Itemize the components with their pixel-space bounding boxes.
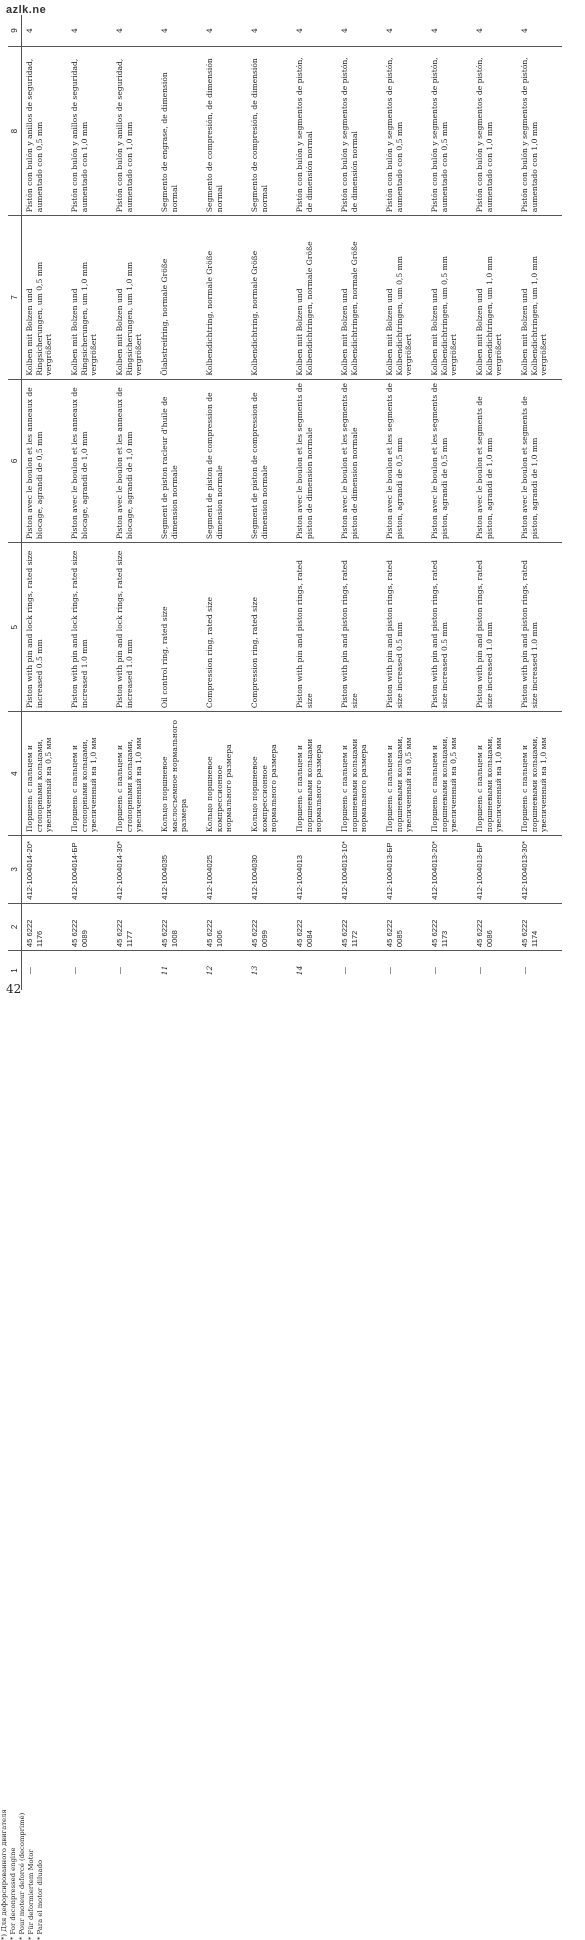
cell-es: Segmento de engrase, de dimensión normal xyxy=(157,47,202,216)
cell-fr: Segment de piston de compression de dimension normale xyxy=(202,379,247,542)
cell-en: Piston with pin and lock rings, rated size increased 0.5 mm xyxy=(22,543,68,712)
cell-de: Kolben mit Bolzen und Ringsicherungen, um 1,0 mm vergrößert xyxy=(112,216,157,379)
cell-fr: Piston avec le boulon et les anneaux de blocage, agrandi de 0,5 mm xyxy=(22,379,68,542)
cell-es: Pistón con bulón y segmentos de pistón, de dimensión normal xyxy=(292,47,337,216)
cell-en: Piston with pin and piston rings, rated size increased 1.0 mm xyxy=(472,543,517,712)
cell-part: 412-1004013 xyxy=(292,836,337,904)
footnote: * Pour moteur deforcé (decomprimé) xyxy=(18,1812,26,1940)
table-row xyxy=(202,15,247,990)
table-row xyxy=(112,15,157,990)
cell-en: Oil control ring, rated size xyxy=(157,543,202,712)
table-row xyxy=(382,15,427,990)
table-row xyxy=(247,15,292,990)
cell-part: 412-1004025 xyxy=(202,836,247,904)
cell-es: Pistón con bulón y segmentos de pistón, aumentado con 1,0 mm xyxy=(472,47,517,216)
cell-code: 45 6222 1176 xyxy=(22,903,68,950)
cell-es: Pistón con bulón y segmentos de pistón, aumentado con 0,5 mm xyxy=(427,47,472,216)
cell-ru: Поршень с пальцем и поршневыми кольцами, увеличенный на 0,5 мм xyxy=(382,712,427,836)
cell-ru: Кольцо поршневое компрессионное нормального размера xyxy=(202,712,247,836)
cell-ru: Поршень с пальцем и поршневыми кольцами, увеличенный на 0,5 мм xyxy=(427,712,472,836)
cell-code: 45 6222 1174 xyxy=(517,903,562,950)
cell-qty: 4 xyxy=(475,28,484,33)
cell-de: Kolbendichtring, normale Größe xyxy=(202,216,247,379)
cell-fr: Piston avec le boulon et les segments de piston de dimension normale xyxy=(292,379,337,542)
cell-pos: — xyxy=(472,951,517,990)
cell-part: 412-1004014-БР xyxy=(67,836,112,904)
cell-qty: 4 xyxy=(385,28,394,33)
cell-en: Compression ring, rated size xyxy=(247,543,292,712)
col-header: 9 xyxy=(8,15,22,47)
cell-code: 45 6222 1006 xyxy=(202,903,247,950)
cell-part: 412-1004013-БР xyxy=(382,836,427,904)
cell-en: Piston with pin and piston rings, rated size increased 0.5 mm xyxy=(382,543,427,712)
footnote: * Para el motor diluado xyxy=(36,1859,44,1940)
cell-de: Kolben mit Bolzen und Kolbendichtringen, normale Größe xyxy=(337,216,382,379)
cell-es: Pistón con bulón y segmentos de pistón, aumentado con 1,0 mm xyxy=(517,47,562,216)
cell-pos: — xyxy=(67,951,112,990)
cell-ru: Поршень с пальцем и поршневыми кольцами нормального размера xyxy=(292,712,337,836)
cell-pos: — xyxy=(382,951,427,990)
footnotes xyxy=(0,1320,50,1940)
cell-en: Piston with pin and lock rings, rated size increased 1.0 mm xyxy=(112,543,157,712)
col-header: 6 xyxy=(8,379,22,542)
cell-code: 45 6222 1173 xyxy=(427,903,472,950)
cell-fr: Piston avec le boulon et segments de piston, agrandi de 1,0 mm xyxy=(517,379,562,542)
table-row xyxy=(22,15,68,990)
cell-ru: Поршень с пальцем и стопорными кольцами, увеличенный на 1,0 мм xyxy=(67,712,112,836)
cell-en: Piston with pin and piston rings, rated size xyxy=(337,543,382,712)
table-row xyxy=(67,15,112,990)
cell-fr: Piston avec le boulon et les anneaux de blocage, agrandi de 1,0 mm xyxy=(67,379,112,542)
cell-qty: 4 xyxy=(25,28,34,33)
cell-es: Segmento de compresión, de dimensión normal xyxy=(202,47,247,216)
cell-de: Kolben mit Bolzen und Kolbendichtringen, um 1,0 mm vergrößert xyxy=(517,216,562,379)
footnote: * Für deformiertem Motor xyxy=(27,1849,35,1940)
cell-es: Segmento de compresión, de dimensión normal xyxy=(247,47,292,216)
cell-pos: 11 xyxy=(157,951,202,990)
cell-ru: Поршень с пальцем и поршневыми кольцами, увеличенный на 1,0 мм xyxy=(517,712,562,836)
cell-code: 45 6222 1172 xyxy=(337,903,382,950)
cell-pos: 12 xyxy=(202,951,247,990)
cell-de: Kolben mit Bolzen und Kolbendichtringen, um 1,0 mm vergrößert xyxy=(472,216,517,379)
cell-qty: 4 xyxy=(70,28,79,33)
cell-ru: Кольцо поршневое маслосъемное нормального размера xyxy=(157,712,202,836)
cell-de: Ölabstreifring, normale Größe xyxy=(157,216,202,379)
cell-part: 412-1004013-10* xyxy=(337,836,382,904)
table-row xyxy=(337,15,382,990)
cell-qty: 4 xyxy=(250,28,259,33)
table-row xyxy=(427,15,472,990)
col-header: 3 xyxy=(8,836,22,904)
table-row xyxy=(157,15,202,990)
cell-es: Pistón con bulón y segmentos de pistón, aumentado con 0,5 mm xyxy=(382,47,427,216)
cell-code: 45 6222 0085 xyxy=(382,903,427,950)
cell-part: 412-1004014-20* xyxy=(22,836,68,904)
table-row xyxy=(472,15,517,990)
cell-fr: Piston avec le boulon et segments de piston, agrandi de 1,0 mm xyxy=(472,379,517,542)
cell-qty: 4 xyxy=(430,28,439,33)
cell-qty: 4 xyxy=(520,28,529,33)
cell-part: 412-1004013-БР xyxy=(472,836,517,904)
col-header: 7 xyxy=(8,216,22,379)
table-row xyxy=(292,15,337,990)
cell-en: Compression ring, rated size xyxy=(202,543,247,712)
cell-code: 45 6222 1008 xyxy=(157,903,202,950)
cell-code: 45 6222 0099 xyxy=(247,903,292,950)
cell-es: Pistón con bulón y anillos de seguridad, aumentado con 1,0 mm xyxy=(112,47,157,216)
cell-de: Kolben mit Bolzen und Ringsicherungen, um 1,0 mm vergrößert xyxy=(67,216,112,379)
cell-fr: Piston avec le boulon et les segments de piston de dimension normale xyxy=(337,379,382,542)
page-number: 42 xyxy=(6,982,22,996)
cell-ru: Поршень с пальцем и поршневыми кольцами нормального размера xyxy=(337,712,382,836)
table-row xyxy=(517,15,562,990)
cell-en: Piston with pin and piston rings, rated size xyxy=(292,543,337,712)
cell-qty: 4 xyxy=(295,28,304,33)
cell-code: 45 6222 1177 xyxy=(112,903,157,950)
col-header: 1 xyxy=(8,951,22,990)
cell-fr: Piston avec le boulon et les segments de piston, agrandi de 0,5 mm xyxy=(427,379,472,542)
cell-de: Kolben mit Bolzen und Kolbendichtringen, normale Größe xyxy=(292,216,337,379)
cell-code: 45 6222 0089 xyxy=(67,903,112,950)
cell-en: Piston with pin and piston rings, rated size increased 0.5 mm xyxy=(427,543,472,712)
cell-part: 412-1004030 xyxy=(247,836,292,904)
cell-fr: Segment de piston de compression de dimension normale xyxy=(247,379,292,542)
column-header-row xyxy=(8,15,22,990)
cell-part: 412-1004035 xyxy=(157,836,202,904)
footnote: * For deconpressed engine xyxy=(9,1847,17,1940)
cell-code: 45 6222 0086 xyxy=(472,903,517,950)
cell-pos: — xyxy=(337,951,382,990)
cell-fr: Piston avec le boulon et les segments de piston, agrandi de 0,5 mm xyxy=(382,379,427,542)
cell-pos: 14 xyxy=(292,951,337,990)
cell-pos: — xyxy=(112,951,157,990)
col-header: 8 xyxy=(8,47,22,216)
cell-ru: Кольцо поршневое компрессионное нормального размера xyxy=(247,712,292,836)
cell-ru: Поршень с пальцем и поршневыми кольцами, увеличенный на 1,0 мм xyxy=(472,712,517,836)
footnote: *) Для дефорсированного двигателя xyxy=(0,1809,8,1940)
cell-pos: — xyxy=(517,951,562,990)
cell-de: Kolben mit Bolzen und Kolbendichtringen, um 0,5 mm vergrößert xyxy=(427,216,472,379)
cell-de: Kolbendichtring, normale Größe xyxy=(247,216,292,379)
cell-code: 45 6222 0084 xyxy=(292,903,337,950)
cell-fr: Segment de piston racleur d'huile de dimension normale xyxy=(157,379,202,542)
col-header: 4 xyxy=(8,712,22,836)
cell-pos: — xyxy=(427,951,472,990)
cell-en: Piston with pin and lock rings, rated size increased 1.0 mm xyxy=(67,543,112,712)
site-watermark: azlk.ne xyxy=(6,4,47,16)
cell-es: Pistón con bulón y anillos de seguridad, aumentado con 0,5 mm xyxy=(22,47,68,216)
col-header: 2 xyxy=(8,903,22,950)
cell-ru: Поршень с пальцем и стопорными кольцами, увеличенный на 1,0 мм xyxy=(112,712,157,836)
cell-qty: 4 xyxy=(115,28,124,33)
cell-es: Pistón con bulón y anillos de seguridad, aumentado con 1,0 mm xyxy=(67,47,112,216)
cell-pos: — xyxy=(22,951,68,990)
cell-fr: Piston avec le boulon et les anneaux de blocage, agrandi de 1,0 mm xyxy=(112,379,157,542)
parts-table xyxy=(8,15,562,990)
cell-qty: 4 xyxy=(205,28,214,33)
cell-pos: 13 xyxy=(247,951,292,990)
parts-table-rotated xyxy=(8,15,578,990)
cell-de: Kolben mit Bolzen und Kolbendichtringen, um 0,5 mm vergrößert xyxy=(382,216,427,379)
cell-de: Kolben mit Bolzen und Ringsicherungen, um 0,5 mm vergrößert xyxy=(22,216,68,379)
cell-qty: 4 xyxy=(160,28,169,33)
col-header: 5 xyxy=(8,543,22,712)
cell-en: Piston with pin and piston rings, rated size increased 1.0 mm xyxy=(517,543,562,712)
cell-qty: 4 xyxy=(340,28,349,33)
cell-part: 412-1004014-30* xyxy=(112,836,157,904)
cell-ru: Поршень с пальцем и стопорными кольцами, увеличенный на 0,5 мм xyxy=(22,712,68,836)
cell-part: 412-1004013-20* xyxy=(427,836,472,904)
cell-es: Pistón con bulón y segmentos de pistón, de dimensión normal xyxy=(337,47,382,216)
cell-part: 412-1004013-30* xyxy=(517,836,562,904)
